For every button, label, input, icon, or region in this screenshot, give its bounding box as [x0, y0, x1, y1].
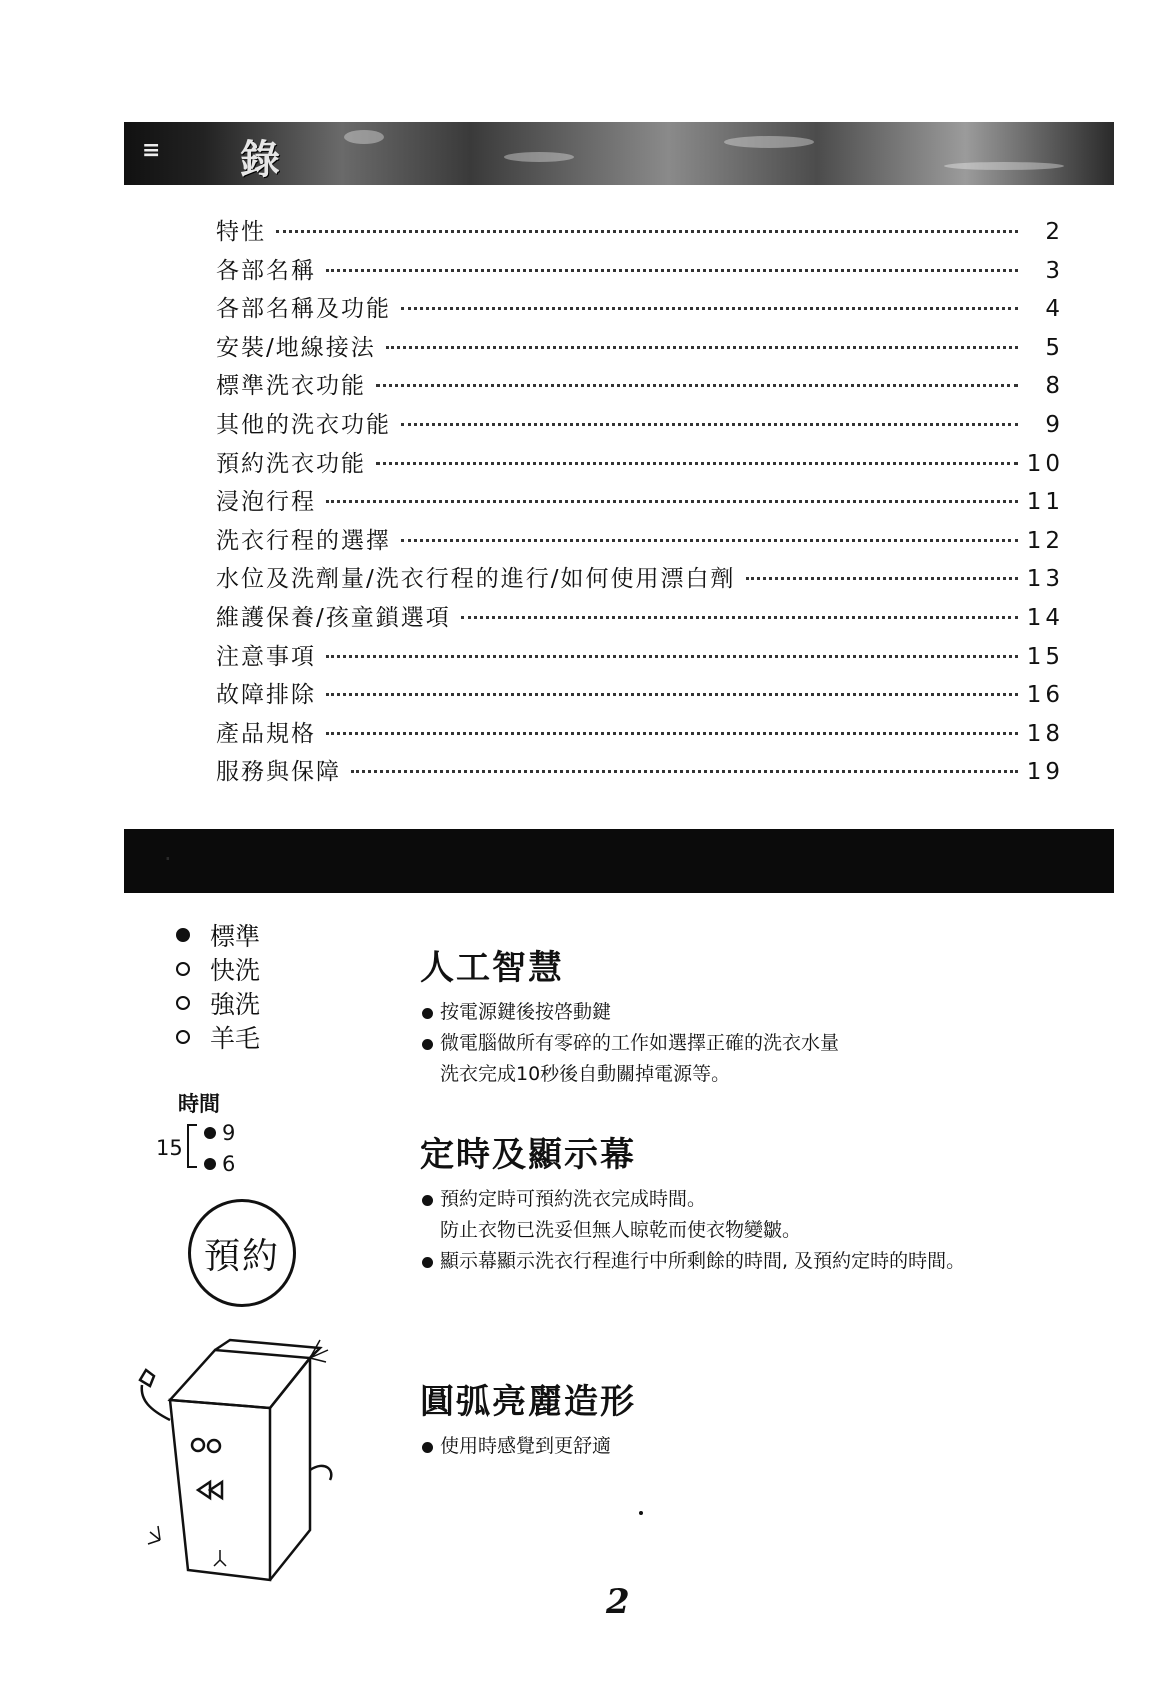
empty-dot-icon: [176, 1030, 190, 1044]
toc-entry-label: 水位及洗劑量/洗衣行程的進行/如何使用漂白劑: [216, 566, 736, 593]
toc-leader-dots: [326, 500, 1018, 503]
feature-bullet: 顯示幕顯示洗衣行程進行中所剩餘的時間, 及預約定時的時間。: [420, 1246, 965, 1277]
toc-entry-page: 14: [1026, 604, 1064, 631]
toc-entry[interactable]: [216, 445, 1064, 484]
toc-entry-label: 產品規格: [216, 720, 316, 747]
feature-title: 圓弧亮麗造形: [420, 1382, 636, 1422]
toc-leader-dots: [276, 230, 1018, 233]
toc-entry[interactable]: [216, 252, 1064, 291]
mode-option: [176, 952, 260, 986]
toc-leader-dots: [401, 539, 1018, 542]
toc-entry[interactable]: [216, 483, 1064, 522]
time-option: [204, 1152, 235, 1176]
toc-entry[interactable]: [216, 522, 1064, 561]
washer-mascot-illustration: [120, 1330, 340, 1590]
toc-entry-page: 9: [1045, 411, 1064, 438]
toc-entry[interactable]: [216, 290, 1064, 329]
toc-entry-page: 4: [1045, 296, 1064, 323]
toc-entry-page: 3: [1045, 257, 1064, 284]
toc-entry[interactable]: [216, 560, 1064, 599]
toc-entry-page: 18: [1026, 720, 1064, 747]
toc-entry-label: 其他的洗衣功能: [216, 411, 391, 438]
toc-entry-label: 浸泡行程: [216, 489, 316, 516]
mode-label: 強洗: [210, 990, 261, 1019]
mode-label: 快洗: [210, 956, 261, 985]
toc-leader-dots: [746, 577, 1019, 580]
toc-entry-label: 特性: [216, 219, 266, 245]
wash-mode-list: [176, 918, 260, 1054]
toc-entry[interactable]: [216, 638, 1064, 677]
toc-entry[interactable]: [216, 599, 1064, 638]
toc-leader-dots: [326, 693, 1018, 696]
page-number: 2: [606, 1582, 630, 1622]
feature-title: 人工智慧: [420, 948, 564, 988]
toc-entry[interactable]: [216, 367, 1064, 406]
toc-entry-page: 19: [1026, 759, 1064, 786]
toc-entry[interactable]: [216, 213, 1064, 252]
time-option-value: 9: [222, 1121, 236, 1145]
toc-entry-label: 安裝/地線接法: [216, 334, 376, 361]
toc-entry-page: 16: [1026, 682, 1064, 709]
toc-entry[interactable]: [216, 329, 1064, 368]
toc-leader-dots: [461, 616, 1018, 619]
feature-title: 定時及顯示幕: [420, 1135, 636, 1175]
bracket-icon: [187, 1124, 197, 1168]
toc-entry-page: 12: [1026, 527, 1064, 554]
toc-entry-page: 11: [1026, 489, 1064, 516]
feature-bullet: 預約定時可預約洗衣完成時間。: [420, 1184, 965, 1215]
empty-dot-icon: [176, 962, 190, 976]
filled-dot-icon: [204, 1127, 216, 1139]
feature-continuation: 洗衣完成10秒後自動關掉電源等。: [440, 1063, 731, 1085]
toc-leader-dots: [401, 423, 1018, 426]
filled-dot-icon: [176, 928, 190, 942]
feature-continuation: 防止衣物已洗妥但無人晾乾而使衣物變皺。: [440, 1219, 802, 1241]
toc-leader-dots: [376, 384, 1018, 387]
mode-option: [176, 918, 260, 952]
feature-bullet: 按電源鍵後按啓動鍵: [420, 997, 839, 1028]
reserve-badge: [188, 1199, 296, 1307]
feature-bullet: 微電腦做所有零碎的工作如選擇正確的洗衣水量: [420, 1028, 839, 1059]
feature-design-section: [420, 1374, 636, 1462]
toc-entry-label: 故障排除: [216, 682, 316, 709]
toc-leader-dots: [326, 655, 1018, 658]
toc-entry-page: 5: [1045, 334, 1064, 361]
mode-label: 羊毛: [210, 1024, 261, 1053]
toc-entry-page: 15: [1026, 643, 1064, 670]
toc-entry-label: 維護保養/孩童鎖選項: [216, 604, 451, 631]
toc-entry-label: 洗衣行程的選擇: [216, 527, 391, 554]
feature-ai-section: [420, 940, 839, 1090]
reserve-label: 預約: [203, 1235, 280, 1277]
time-option: [204, 1121, 235, 1145]
empty-dot-icon: [176, 996, 190, 1010]
features-header-band: [124, 829, 1114, 893]
toc-entry-label: 各部名稱: [216, 257, 316, 284]
toc-entry[interactable]: [216, 715, 1064, 754]
band-mark: ·: [164, 845, 172, 873]
time-prefix: 15: [156, 1136, 183, 1160]
toc-leader-dots: [351, 770, 1018, 773]
toc-entry[interactable]: [216, 753, 1064, 792]
toc-entry-page: 2: [1045, 219, 1064, 245]
scan-artifact: [639, 1511, 643, 1515]
toc-entry-label: 預約洗衣功能: [216, 450, 366, 477]
time-label: 時間: [178, 1092, 220, 1116]
toc-leader-dots: [401, 307, 1018, 310]
mode-label: 標準: [210, 922, 261, 951]
toc-entry-page: 8: [1045, 373, 1064, 400]
time-option-value: 6: [222, 1152, 236, 1176]
mode-option: [176, 986, 260, 1020]
toc-leader-dots: [376, 462, 1018, 465]
toc-leader-dots: [326, 732, 1018, 735]
mode-option: [176, 1020, 260, 1054]
table-of-contents: [216, 213, 1064, 792]
toc-leader-dots: [326, 269, 1018, 272]
toc-leader-dots: [386, 346, 1018, 349]
toc-entry-page: 10: [1026, 450, 1064, 477]
toc-header-banner: [124, 122, 1114, 185]
toc-entry[interactable]: [216, 406, 1064, 445]
feature-bullet: 使用時感覺到更舒適: [420, 1431, 636, 1462]
toc-entry-label: 各部名稱及功能: [216, 296, 391, 323]
toc-entry[interactable]: [216, 676, 1064, 715]
feature-timer-section: [420, 1127, 965, 1277]
toc-entry-label: 服務與保障: [216, 759, 341, 786]
filled-dot-icon: [204, 1158, 216, 1170]
toc-entry-page: 13: [1026, 566, 1064, 593]
toc-entry-label: 注意事項: [216, 643, 316, 670]
toc-title: 錄: [240, 137, 282, 183]
banner-mark: ≡: [142, 138, 161, 163]
toc-entry-label: 標準洗衣功能: [216, 373, 366, 400]
